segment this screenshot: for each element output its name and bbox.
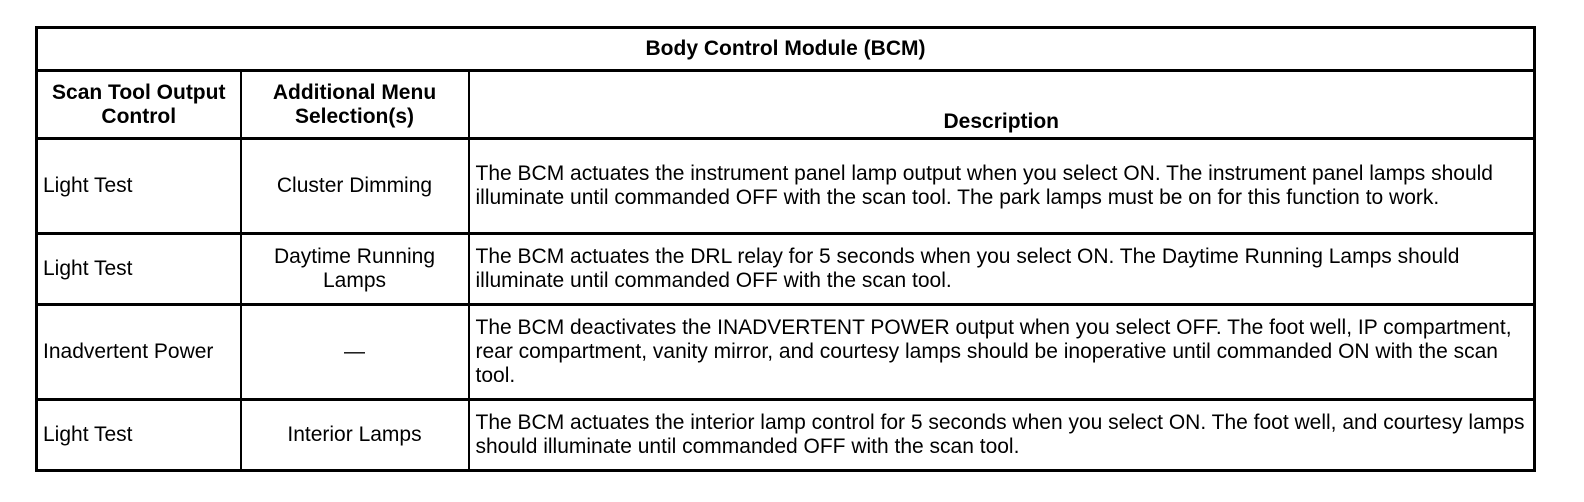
header-menu-selection: Additional Menu Selection(s) — [241, 71, 469, 139]
table-title: Body Control Module (BCM) — [37, 28, 1535, 71]
header-description: Description — [469, 71, 1535, 139]
cell-menu-selection: Daytime Running Lamps — [241, 234, 469, 305]
cell-output-control: Light Test — [37, 234, 241, 305]
table-row — [37, 305, 1535, 400]
cell-description: The BCM actuates the DRL relay for 5 seconds when you select ON. The Daytime Running Lamps should illuminate until commanded OFF with the scan tool. — [469, 234, 1535, 305]
table-header-row — [37, 71, 1535, 139]
table-row — [37, 400, 1535, 471]
bcm-output-control-table — [35, 26, 1536, 472]
cell-menu-selection: Interior Lamps — [241, 400, 469, 471]
cell-output-control: Inadvertent Power — [37, 305, 241, 400]
table-title-row — [37, 28, 1535, 71]
cell-output-control: Light Test — [37, 400, 241, 471]
cell-output-control: Light Test — [37, 139, 241, 234]
header-output-control: Scan Tool Output Control — [37, 71, 241, 139]
cell-description: The BCM actuates the interior lamp control for 5 seconds when you select ON. The foot well, and courtesy lamps should illuminate until commanded OFF with the scan tool. — [469, 400, 1535, 471]
cell-description: The BCM deactivates the INADVERTENT POWER output when you select OFF. The foot well, IP compartment, rear compartment, vanity mirror, and courtesy lamps should be inoperative until commanded ON with the scan tool. — [469, 305, 1535, 400]
cell-menu-selection: Cluster Dimming — [241, 139, 469, 234]
table-row — [37, 234, 1535, 305]
cell-description: The BCM actuates the instrument panel lamp output when you select ON. The instrument panel lamps should illuminate until commanded OFF with the scan tool. The park lamps must be on for this function to work. — [469, 139, 1535, 234]
cell-menu-selection: — — [241, 305, 469, 400]
table-row — [37, 139, 1535, 234]
